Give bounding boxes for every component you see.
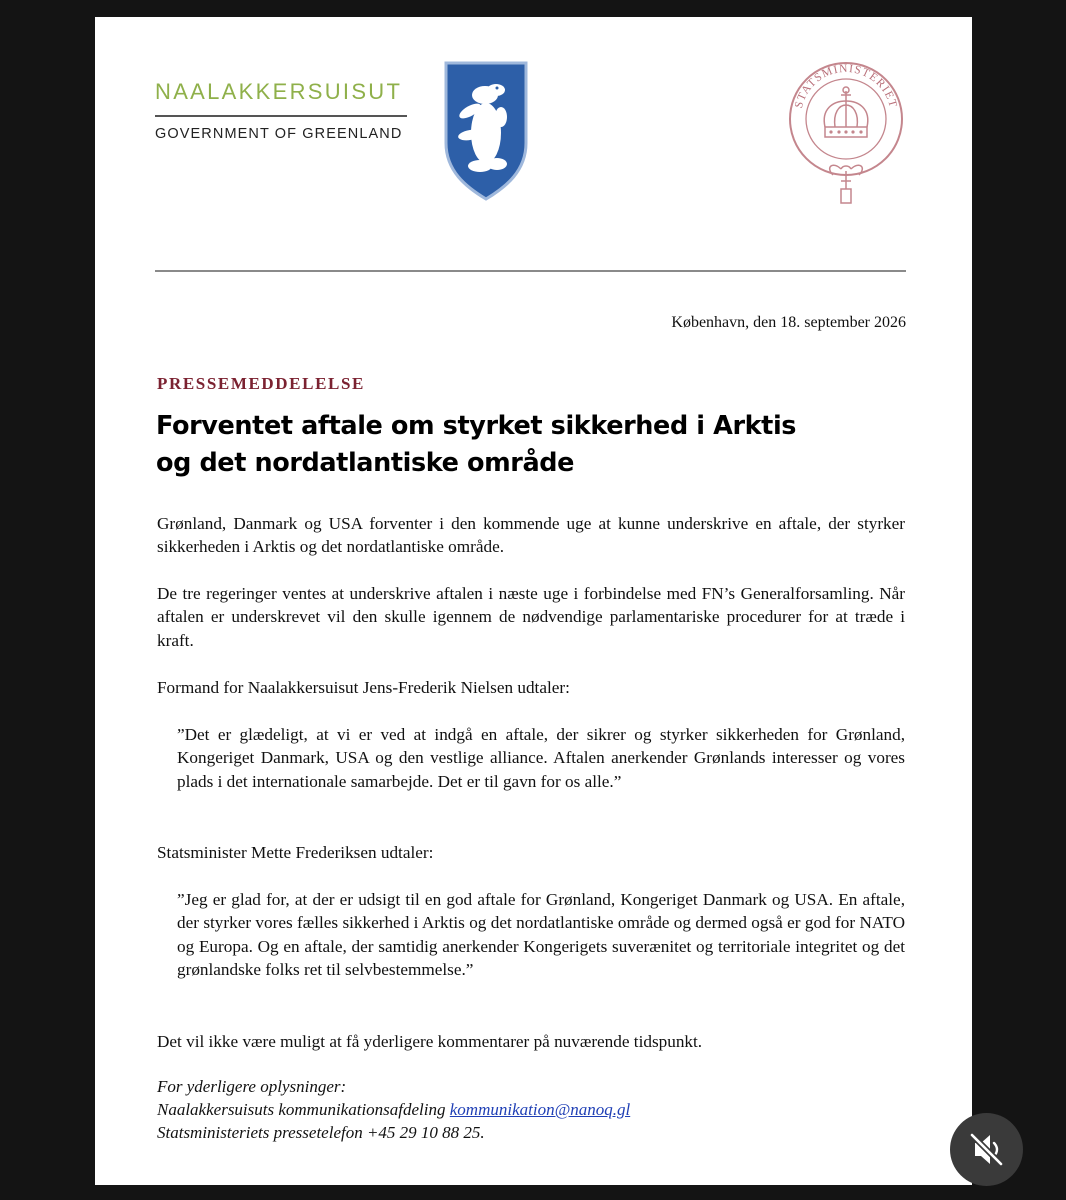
logo-divider: [155, 115, 407, 117]
mute-toggle-button[interactable]: [950, 1113, 1023, 1186]
quote-text: ”Det er glædeligt, at vi er ved at indgå en aftale, der sikrer og styrker sikkerheden for Grønland, Kongeriget Danmark, USA og den vestlige alliance. Aftalen anerkender Grønlands interesser og vores plads i det internationale samarbejde. Det er til gavn for os alle.”: [177, 725, 905, 791]
headline-line-2: og det nordatlantiske område: [156, 448, 575, 478]
contact-line-2: Statsministeriets pressetelefon +45 29 10 88 25.: [157, 1123, 485, 1142]
header-divider: [155, 270, 906, 272]
quote-frederiksen: [177, 888, 905, 981]
speaker-muted-icon: [950, 1113, 1023, 1186]
contact-heading: For yderligere oplysninger:: [157, 1077, 347, 1096]
paragraph-text: De tre regeringer ventes at underskrive aftalen i næste uge i forbindelse med FN’s Generalforsamling. Når aftalen er underskrevet vil den skulle igennem de nødvendige parlamentariske procedurer for at træde i kraft.: [157, 584, 905, 650]
email-link[interactable]: kommunikation@nanoq.gl: [449, 1100, 631, 1119]
body-paragraph-2: [157, 582, 905, 652]
paragraph-text: Grønland, Danmark og USA forventer i den kommende uge at kunne underskrive en aftale, der styrker sikkerheden i Arktis og det nordatlantiske område.: [157, 514, 905, 557]
headline: [156, 408, 916, 482]
quote-nielsen: [177, 723, 905, 793]
greenland-coat-of-arms-icon: [440, 59, 532, 201]
org-name: NAALAKKERSUISUT: [155, 79, 403, 104]
contact-label: Naalakkersuisuts kommunikationsafdeling: [157, 1100, 450, 1119]
contact-info: [157, 1075, 905, 1144]
body-paragraph-5: [157, 1030, 905, 1053]
org-subtitle: GOVERNMENT OF GREENLAND: [155, 125, 403, 142]
statsministeriet-seal-icon: [781, 57, 911, 212]
body-paragraph-3: [157, 676, 905, 699]
document-type-label: PRESSEMEDDELELSE: [157, 374, 365, 393]
seal-text: STATSMINISTERIET: [792, 62, 900, 110]
quote-text: ”Jeg er glad for, at der er udsigt til en god aftale for Grønland, Kongeriget Danmark og USA. En aftale, der styrker vores fælles sikkerhed i Arktis og det nordatlantiske område og dermed også er god for NATO og Europa. Og en aftale, der samtidig anerkender Kongerigets suverænitet og territoriale integritet og det grønlandske folks ret til selvbestemmelse.”: [177, 890, 905, 979]
paragraph-text: Statsminister Mette Frederiksen udtaler:: [157, 843, 434, 862]
contact-line-1: [157, 1098, 905, 1121]
paragraph-text: Formand for Naalakkersuisut Jens-Frederik Nielsen udtaler:: [157, 678, 570, 697]
headline-line-1: Forventet aftale om styrket sikkerhed i Arktis: [156, 411, 797, 441]
dateline: København, den 18. september 2026: [671, 314, 906, 331]
body-paragraph-4: [157, 841, 905, 864]
press-release-page: [95, 17, 972, 1185]
paragraph-text: Det vil ikke være muligt at få yderligere kommentarer på nuværende tidspunkt.: [157, 1032, 703, 1051]
naalakkersuisut-logo: [155, 79, 407, 142]
body-paragraph-1: [157, 512, 905, 559]
